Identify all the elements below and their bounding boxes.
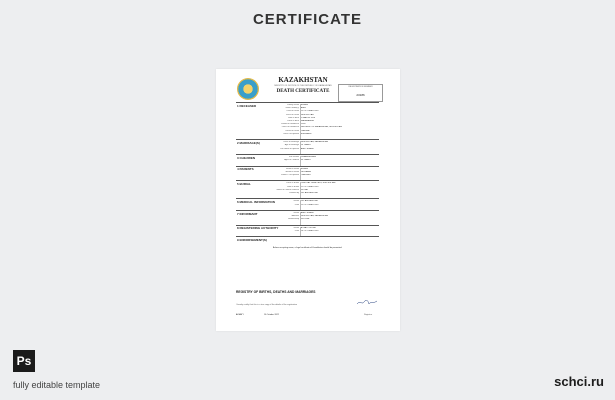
- field-value: ASET ERMEK: [301, 212, 314, 214]
- photoshop-icon: Ps: [13, 350, 35, 372]
- field-label: Date: [294, 229, 299, 232]
- section: [236, 139, 379, 155]
- field-label: Place of Marriage: [283, 141, 299, 144]
- field-row: [236, 174, 379, 177]
- field-label: Name: [293, 200, 299, 203]
- field-value: ENGINEER: [301, 132, 312, 135]
- section: [236, 180, 379, 199]
- field-row: [236, 159, 379, 162]
- field-value: ASET ERMEK: [301, 147, 314, 150]
- field-label: Date of Birth: [287, 116, 299, 119]
- field-label: Date of Burial: [286, 185, 299, 188]
- field-value: ASEL: [301, 107, 307, 110]
- section: [236, 236, 379, 245]
- field-value: 15 OCTOBER 2022: [301, 185, 319, 188]
- field-label: Family Name: [287, 104, 299, 106]
- registration-label: REGISTRATION NUMBER: [348, 86, 373, 88]
- field-label: Name: [293, 212, 299, 214]
- field-label: Place of Residence: [281, 126, 299, 129]
- field-label: Cause of Death: [285, 129, 299, 132]
- field-label: Name: [293, 226, 299, 229]
- section: [236, 210, 379, 226]
- footer-note: I hereby certify that this is a true copy of the details of the registration: [236, 304, 298, 306]
- field-value: REPUBLIC OF KAZAKHSTAN, NUR-SULTAN: [301, 126, 342, 129]
- section-title: 2 MARRIAGE(S): [237, 140, 260, 145]
- field-value: 38 YEARS: [301, 159, 311, 162]
- field-label: Place of Death: [285, 113, 299, 116]
- section: [236, 102, 379, 140]
- issue-place: ALMATY: [236, 314, 244, 316]
- field-value: DINARA ERMEK: [301, 156, 317, 158]
- field-value: 24 YEARS: [301, 144, 311, 147]
- field-label: Date of Death: [286, 110, 299, 113]
- field-value: GULNARA: [301, 170, 311, 173]
- certificate-title: DEATH CERTIFICATE: [276, 89, 330, 94]
- field-value: 2005: [301, 123, 306, 126]
- registration-box: [338, 84, 383, 102]
- section-title: 8 REGISTERING AUTHORITY: [237, 226, 279, 231]
- field-value: KARAGANDA: [301, 120, 314, 122]
- field-label: Relationship: [287, 218, 299, 221]
- certificate-body: [236, 102, 379, 325]
- field-label: Full Name of Spouse: [280, 147, 299, 150]
- ministry-name: MINISTRY OF JUSTICE OF THE REPUBLIC OF KAZAKHSTAN: [274, 85, 332, 87]
- section-title: 1 DECEASED: [237, 103, 257, 108]
- field-label: Date: [294, 203, 299, 206]
- field-value: 13 OCTOBER 2022: [301, 110, 319, 113]
- country-name: KAZAKHSTAN: [278, 76, 328, 84]
- field-value: TEACHER: [301, 173, 311, 176]
- section-title: 3 CHILDREN: [237, 155, 256, 160]
- field-label: Certified by: [288, 191, 299, 194]
- field-value: A. BAYTOKOVA: [301, 226, 316, 229]
- certificate-header: [236, 75, 381, 105]
- field-value: DR. ADILBEKOVA: [301, 200, 318, 203]
- field-value: NUR-SULTAN, KAZAKHSTAN: [301, 141, 328, 144]
- field-label: Address: [291, 215, 299, 218]
- field-label: Name of Funeral Director: [276, 188, 299, 191]
- section-title: 7 INFORMANT: [237, 211, 258, 216]
- field-value: CENTRAL CEMETERY, NUR-SULTAN: [301, 182, 336, 185]
- field-row: [236, 204, 379, 207]
- state-emblem-icon: [237, 78, 259, 100]
- template-caption: fully editable template: [13, 380, 101, 390]
- certify-note: Before accepting name, a legal certificate of Kazakhstan should be presented.: [272, 246, 343, 249]
- field-label: Age at Marriage: [284, 144, 299, 147]
- registrar-signature-icon: [356, 299, 378, 306]
- registrar-label: Registrar: [364, 314, 373, 316]
- field-value: RITUAL: [301, 188, 309, 191]
- certificate-document: [216, 69, 400, 331]
- field-label: Place of Birth: [287, 120, 299, 122]
- registration-number: 23186: [356, 93, 365, 97]
- field-row: [236, 230, 379, 233]
- field-value: DR. ADILBEKOVA: [301, 191, 318, 194]
- field-value: NUR-SULTAN, KAZAKHSTAN: [301, 215, 328, 218]
- field-value: 13 OCTOBER 2022: [301, 203, 319, 206]
- field-label: Usual Occupation: [283, 132, 299, 135]
- field-value: ERMEK: [301, 167, 309, 170]
- field-row: [236, 148, 379, 151]
- field-row: [236, 133, 379, 136]
- site-name: schci.ru: [554, 374, 604, 389]
- field-value: 14 OCTOBER 2022: [301, 229, 319, 232]
- section-title: 5 BURIAL: [237, 181, 251, 186]
- field-value: NUR-SULTAN: [301, 113, 314, 116]
- field-row: [236, 192, 379, 195]
- section-title: 6 MEDICAL INFORMATION: [237, 199, 275, 204]
- field-value: CARDIAC: [301, 129, 311, 132]
- field-value: ERMEK: [301, 104, 309, 106]
- field-row: [236, 218, 379, 221]
- issue-date: 16 October 2022: [264, 314, 279, 316]
- field-label: Given Name(s): [285, 107, 299, 110]
- section-title: 4 PARENTS: [237, 167, 254, 172]
- section-title: 9 ENDORSEMENT(S): [237, 237, 267, 242]
- field-label: Place of Burial: [286, 182, 299, 185]
- field-label: Father's Occupation: [281, 173, 299, 176]
- field-value: SPOUSE: [301, 218, 310, 221]
- field-label: Period of Residence: [280, 123, 299, 126]
- field-label: Mother's Name: [285, 170, 299, 173]
- field-label: Father's Name: [285, 167, 299, 170]
- page-title: CERTIFICATE: [252, 11, 363, 28]
- registry-name: REGISTRY OF BIRTHS, DEATHS AND MARRIAGES: [236, 290, 316, 294]
- field-value: 2 MARCH 1958: [301, 116, 316, 119]
- field-label: Full Names: [288, 156, 299, 158]
- field-label: Ages of Children: [284, 159, 299, 162]
